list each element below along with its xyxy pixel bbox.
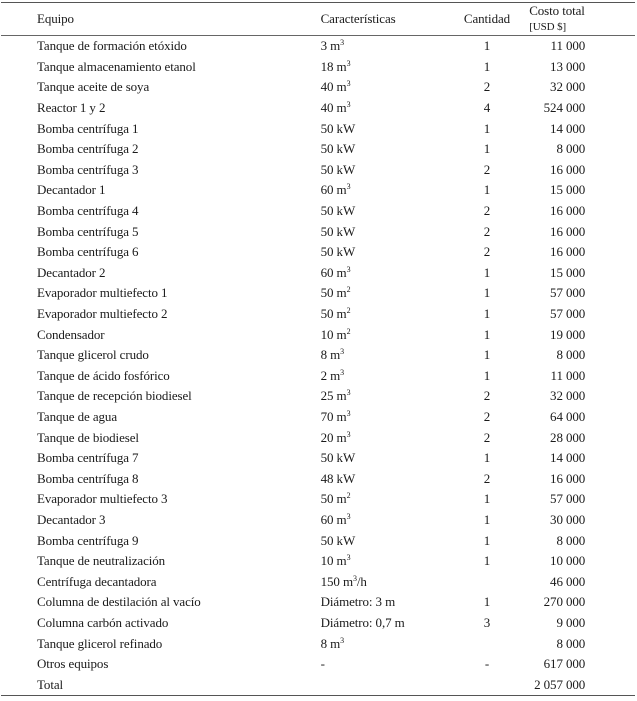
car-value: 3 m — [320, 38, 341, 54]
cell-caracteristicas — [321, 407, 445, 428]
cell-cantidad: 1 — [483, 306, 491, 322]
cell-costo-total — [529, 530, 635, 551]
table-row-1 — [1, 36, 635, 57]
car-value: 60 m — [320, 511, 347, 527]
cell-equipo: Tanque glicerol refinado — [37, 635, 163, 651]
table-row-9 — [1, 201, 635, 222]
cell-cantidad: 1 — [483, 285, 491, 301]
cell-cantidad: 2 — [483, 408, 491, 424]
cell-equipo: Bomba centrífuga 3 — [37, 161, 139, 177]
table-row-20 — [1, 427, 635, 448]
header-equipo: Equipo — [37, 11, 74, 26]
cell-caracteristicas — [321, 633, 445, 654]
car-value: 70 m — [320, 408, 347, 424]
table-row-3 — [1, 77, 635, 98]
car-value: 40 m — [320, 100, 347, 116]
cell-caracteristicas — [321, 571, 445, 592]
cell-costo-total — [529, 324, 635, 345]
cell-cantidad: 2 — [483, 388, 491, 404]
car-value: 10 m — [320, 553, 347, 569]
cell-costo-total — [529, 448, 635, 469]
cell-caracteristicas — [321, 242, 445, 263]
car-value: 50 kW — [320, 141, 356, 157]
costo-value: 270 000 — [543, 594, 586, 610]
cell-costo-total — [529, 77, 635, 98]
car-exponent: 3 — [346, 182, 351, 192]
cell-caracteristicas — [321, 551, 445, 572]
costo-value: 57 000 — [550, 491, 586, 507]
car-value: 50 m — [320, 491, 347, 507]
car-value: Diámetro: 0,7 m — [320, 614, 405, 630]
cell-cantidad: 1 — [483, 347, 491, 363]
cell-costo-total — [529, 36, 635, 57]
car-exponent: 3 — [340, 38, 345, 48]
cell-costo-total — [529, 468, 635, 489]
cell-equipo: Bomba centrífuga 5 — [37, 223, 139, 239]
costo-value: 8 000 — [556, 635, 586, 651]
car-value: 50 kW — [320, 203, 356, 219]
cell-caracteristicas — [321, 221, 445, 242]
cell-equipo: Otros equipos — [37, 656, 109, 672]
car-value: 48 kW — [320, 470, 356, 486]
costo-value: 57 000 — [550, 285, 586, 301]
cell-cantidad: 1 — [483, 182, 491, 198]
cell-equipo: Tanque de formación etóxido — [37, 38, 187, 54]
car-value: 150 m — [320, 573, 353, 589]
car-exponent: 3 — [346, 429, 351, 439]
cell-cantidad: 1 — [483, 120, 491, 136]
cell-caracteristicas — [321, 201, 445, 222]
costo-value: 16 000 — [550, 223, 586, 239]
car-value: 40 m — [320, 79, 347, 95]
car-exponent: 3 — [346, 264, 351, 274]
table-row-12 — [1, 263, 635, 284]
table-row-31 — [1, 654, 635, 675]
cell-caracteristicas — [321, 345, 445, 366]
cell-equipo: Bomba centrífuga 2 — [37, 141, 139, 157]
costo-value: 57 000 — [550, 306, 586, 322]
cell-caracteristicas — [321, 180, 445, 201]
table-row-28 — [1, 592, 635, 613]
costo-value: 32 000 — [550, 79, 586, 95]
cell-equipo: Bomba centrífuga 9 — [37, 532, 139, 548]
car-value: 8 m — [320, 347, 341, 363]
table-row-15 — [1, 324, 635, 345]
table-row-32 — [1, 674, 635, 695]
car-exponent: 3 — [346, 388, 351, 398]
cell-equipo: Decantador 2 — [37, 264, 106, 280]
cell-cantidad: 3 — [483, 614, 491, 630]
cell-equipo: Centrífuga decantadora — [37, 573, 157, 589]
cell-equipo: Bomba centrífuga 7 — [37, 450, 139, 466]
cell-costo-total — [529, 551, 635, 572]
car-value: 50 kW — [320, 450, 356, 466]
costo-value: 9 000 — [556, 614, 586, 630]
costo-value: 15 000 — [550, 182, 586, 198]
car-value: 18 m — [320, 58, 347, 74]
cell-equipo: Tanque de biodiesel — [37, 429, 139, 445]
cell-costo-total — [529, 489, 635, 510]
car-value: 50 kW — [320, 532, 356, 548]
car-value: 20 m — [320, 429, 347, 445]
car-value: 50 kW — [320, 120, 356, 136]
cell-caracteristicas — [321, 160, 445, 181]
cell-cantidad: 1 — [483, 511, 491, 527]
costo-value: 8 000 — [556, 532, 586, 548]
cell-equipo: Tanque almacenamiento etanol — [37, 58, 196, 74]
car-value: - — [320, 656, 325, 672]
table-row-26 — [1, 551, 635, 572]
cell-equipo: Total — [37, 676, 64, 692]
cell-costo-total — [529, 242, 635, 263]
cell-cantidad: 1 — [483, 491, 491, 507]
table-row-18 — [1, 386, 635, 407]
car-exponent: 3 — [346, 408, 351, 418]
cell-caracteristicas — [321, 77, 445, 98]
cell-costo-total — [529, 304, 635, 325]
car-value: 50 kW — [320, 244, 356, 260]
cell-costo-total — [529, 510, 635, 531]
cell-cantidad: 4 — [483, 100, 491, 116]
cell-caracteristicas — [321, 674, 445, 695]
cell-equipo: Tanque de agua — [37, 408, 117, 424]
cell-caracteristicas — [321, 324, 445, 345]
costo-value: 14 000 — [550, 120, 586, 136]
cell-equipo: Evaporador multiefecto 2 — [37, 306, 168, 322]
car-exponent: 3 — [340, 635, 345, 645]
cell-cantidad: 2 — [483, 244, 491, 260]
cell-equipo: Condensador — [37, 326, 105, 342]
cell-costo-total — [529, 345, 635, 366]
cell-costo-total — [529, 57, 635, 78]
header-costo-label: Costo total — [529, 3, 585, 18]
costo-value: 2 057 000 — [534, 676, 586, 692]
costo-value: 15 000 — [550, 264, 586, 280]
table-row-7 — [1, 160, 635, 181]
cell-costo-total — [529, 407, 635, 428]
cell-costo-total — [529, 283, 635, 304]
cell-cantidad — [445, 571, 529, 592]
costo-value: 16 000 — [550, 244, 586, 260]
cell-caracteristicas — [321, 283, 445, 304]
costo-value: 64 000 — [550, 408, 586, 424]
cell-cantidad: 1 — [483, 326, 491, 342]
car-exponent: 3 — [346, 100, 351, 110]
costo-value: 46 000 — [550, 573, 586, 589]
cell-caracteristicas — [321, 366, 445, 387]
cell-cantidad: 1 — [483, 594, 491, 610]
cell-cantidad: 2 — [483, 470, 491, 486]
table-row-16 — [1, 345, 635, 366]
cell-costo-total — [529, 386, 635, 407]
cell-equipo: Decantador 3 — [37, 511, 106, 527]
car-exponent: 3 — [346, 553, 351, 563]
table-row-30 — [1, 633, 635, 654]
cell-equipo: Bomba centrífuga 8 — [37, 470, 139, 486]
cell-costo-total — [529, 263, 635, 284]
table-row-25 — [1, 530, 635, 551]
table-row-22 — [1, 468, 635, 489]
cell-costo-total — [529, 674, 635, 695]
costo-value: 30 000 — [550, 511, 586, 527]
header-caracteristicas: Características — [320, 11, 396, 26]
table-row-24 — [1, 510, 635, 531]
header-costo-unit: [USD $] — [529, 21, 567, 33]
car-exponent: 2 — [346, 491, 351, 501]
table-row-29 — [1, 613, 635, 634]
table-row-10 — [1, 221, 635, 242]
cell-costo-total — [529, 221, 635, 242]
car-exponent: 2 — [346, 306, 351, 316]
table-row-21 — [1, 448, 635, 469]
cell-caracteristicas — [321, 427, 445, 448]
table-header — [1, 3, 635, 36]
cell-costo-total — [529, 571, 635, 592]
car-value: 50 m — [320, 285, 347, 301]
car-value: 2 m — [320, 367, 341, 383]
cell-caracteristicas — [321, 118, 445, 139]
table-row-14 — [1, 304, 635, 325]
table-row-19 — [1, 407, 635, 428]
car-value: 25 m — [320, 388, 347, 404]
cell-cantidad — [445, 633, 529, 654]
cell-cantidad: - — [484, 656, 490, 672]
cell-costo-total — [529, 118, 635, 139]
car-value: Diámetro: 3 m — [320, 594, 396, 610]
cell-cantidad: 2 — [483, 161, 491, 177]
equipment-cost-table — [1, 2, 635, 696]
table-row-4 — [1, 98, 635, 119]
cell-costo-total — [529, 98, 635, 119]
car-exponent: 2 — [346, 285, 351, 295]
table-row-27 — [1, 571, 635, 592]
cell-cantidad: 2 — [483, 79, 491, 95]
cell-caracteristicas — [321, 489, 445, 510]
cell-cantidad: 1 — [483, 58, 491, 74]
cell-costo-total — [529, 427, 635, 448]
cell-costo-total — [529, 201, 635, 222]
cell-equipo: Bomba centrífuga 1 — [37, 120, 139, 136]
costo-value: 10 000 — [550, 553, 586, 569]
costo-value: 16 000 — [550, 470, 586, 486]
cell-costo-total — [529, 592, 635, 613]
table-row-2 — [1, 57, 635, 78]
costo-value: 11 000 — [550, 367, 586, 383]
cell-costo-total — [529, 366, 635, 387]
cell-caracteristicas — [321, 263, 445, 284]
costo-value: 8 000 — [556, 141, 586, 157]
costo-value: 16 000 — [550, 161, 586, 177]
costo-value: 8 000 — [556, 347, 586, 363]
costo-value: 13 000 — [550, 58, 586, 74]
costo-value: 16 000 — [550, 203, 586, 219]
cell-caracteristicas — [321, 468, 445, 489]
cell-cantidad: 1 — [483, 450, 491, 466]
cell-costo-total — [529, 160, 635, 181]
cell-equipo: Reactor 1 y 2 — [37, 100, 106, 116]
car-exponent: 3 — [346, 58, 351, 68]
cell-cantidad: 2 — [483, 223, 491, 239]
car-exponent: 3 — [346, 511, 351, 521]
cell-caracteristicas — [321, 98, 445, 119]
cell-caracteristicas — [321, 613, 445, 634]
car-value: 8 m — [320, 635, 341, 651]
cell-cantidad: 1 — [483, 38, 491, 54]
table-row-5 — [1, 118, 635, 139]
car-suffix: /h — [356, 573, 367, 589]
cell-cantidad — [445, 674, 529, 695]
cell-costo-total — [529, 654, 635, 675]
cell-equipo: Tanque de ácido fosfórico — [37, 367, 170, 383]
table-row-13 — [1, 283, 635, 304]
table-body — [1, 36, 635, 696]
car-value: 60 m — [320, 182, 347, 198]
cell-cantidad: 1 — [483, 532, 491, 548]
costo-value: 617 000 — [543, 656, 586, 672]
cell-cantidad: 2 — [483, 203, 491, 219]
cell-equipo: Decantador 1 — [37, 182, 106, 198]
cell-caracteristicas — [321, 530, 445, 551]
car-value: 50 m — [320, 306, 347, 322]
car-value: 50 kW — [320, 161, 356, 177]
cell-cantidad: 1 — [483, 553, 491, 569]
cell-equipo: Columna carbón activado — [37, 614, 169, 630]
car-exponent: 2 — [346, 326, 351, 336]
cell-equipo: Evaporador multiefecto 3 — [37, 491, 168, 507]
cell-equipo: Tanque de neutralización — [37, 553, 166, 569]
car-value: 60 m — [320, 264, 347, 280]
cell-cantidad: 1 — [483, 264, 491, 280]
cell-equipo: Tanque glicerol crudo — [37, 347, 149, 363]
table-row-6 — [1, 139, 635, 160]
header-costo-total — [529, 3, 635, 36]
cell-caracteristicas — [321, 654, 445, 675]
table-row-11 — [1, 242, 635, 263]
header-cantidad: Cantidad — [463, 11, 511, 26]
cell-caracteristicas — [321, 448, 445, 469]
cell-equipo: Tanque de recepción biodiesel — [37, 388, 192, 404]
cell-cantidad: 1 — [483, 141, 491, 157]
costo-value: 28 000 — [550, 429, 586, 445]
cell-cantidad: 1 — [483, 367, 491, 383]
table-row-8 — [1, 180, 635, 201]
cell-equipo: Columna de destilación al vacío — [37, 594, 201, 610]
table-row-17 — [1, 366, 635, 387]
cell-equipo: Tanque aceite de soya — [37, 79, 150, 95]
cell-equipo: Evaporador multiefecto 1 — [37, 285, 168, 301]
cell-caracteristicas — [321, 386, 445, 407]
cell-caracteristicas — [321, 36, 445, 57]
cell-costo-total — [529, 180, 635, 201]
car-exponent: 3 — [346, 79, 351, 89]
cell-caracteristicas — [321, 139, 445, 160]
cell-costo-total — [529, 613, 635, 634]
cell-caracteristicas — [321, 57, 445, 78]
car-exponent: 3 — [340, 367, 345, 377]
table-row-23 — [1, 489, 635, 510]
car-exponent: 3 — [352, 573, 357, 583]
car-value: 50 kW — [320, 223, 356, 239]
cell-caracteristicas — [321, 510, 445, 531]
cell-caracteristicas — [321, 304, 445, 325]
costo-value: 14 000 — [550, 450, 586, 466]
cell-cantidad: 2 — [483, 429, 491, 445]
costo-value: 19 000 — [550, 326, 586, 342]
costo-value: 11 000 — [550, 38, 586, 54]
costo-value: 32 000 — [550, 388, 586, 404]
cell-caracteristicas — [321, 592, 445, 613]
cell-equipo: Bomba centrífuga 4 — [37, 203, 139, 219]
cell-costo-total — [529, 633, 635, 654]
cell-costo-total — [529, 139, 635, 160]
header-row — [1, 3, 635, 36]
costo-value: 524 000 — [543, 100, 586, 116]
car-exponent: 3 — [340, 347, 345, 357]
cell-equipo: Bomba centrífuga 6 — [37, 244, 139, 260]
car-value: 10 m — [320, 326, 347, 342]
